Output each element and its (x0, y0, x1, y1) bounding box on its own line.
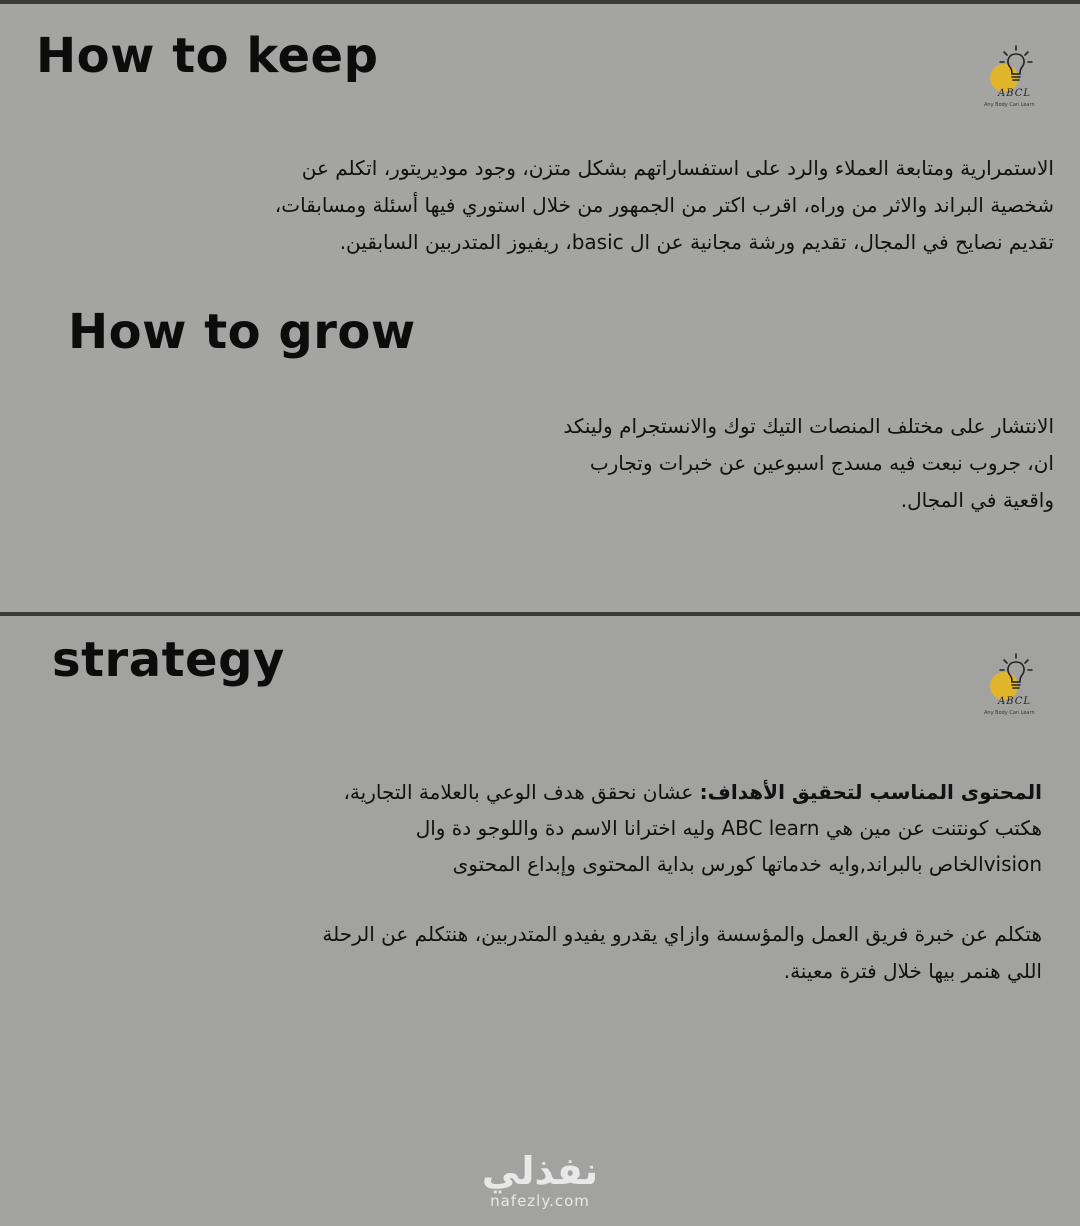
strategy-line-rest: عشان نحقق هدف الوعي بالعلامة التجارية، (343, 780, 700, 804)
logo-subtitle: Any Body Can Learn (984, 102, 1035, 108)
abcl-logo (984, 652, 1054, 724)
slide-strategy (0, 612, 1080, 1226)
logo-title: ABCL (998, 88, 1032, 99)
grow-paragraph (414, 408, 1054, 519)
heading-how-to-grow: How to grow (68, 304, 416, 360)
lightbulb-icon (996, 652, 1036, 694)
keep-line: الاستمرارية ومتابعة العملاء والرد على استفساراتهم بشكل متزن، وجود موديريتور، اتكلم عن (301, 156, 1054, 180)
grow-line: ان، جروب نبعت فيه مسدج اسبوعين عن خبرات وتجارب (589, 451, 1054, 475)
watermark-latin: nafezly.com (490, 1192, 590, 1210)
strategy-line: هكتب كونتنت عن مين هي ABC learn وليه اخترانا الاسم دة واللوجو دة وال (415, 816, 1042, 840)
lightbulb-icon (996, 44, 1036, 86)
team-line: اللي هنمر بيها خلال فترة معينة. (783, 959, 1042, 983)
grow-line: واقعية في المجال. (900, 488, 1054, 512)
strategy-line: visionالخاص بالبراند,وايه خدماتها كورس بداية المحتوى وإبداع المحتوى (452, 852, 1042, 876)
team-paragraph (142, 916, 1042, 990)
logo-title: ABCL (998, 696, 1032, 707)
watermark-arabic: نفذلي (481, 1149, 599, 1193)
strategy-bold-title: المحتوى المناسب لتحقيق الأهداف: (699, 780, 1042, 804)
nafezly-watermark (470, 1150, 610, 1210)
slide-keep-grow (0, 0, 1080, 612)
keep-paragraph (94, 150, 1054, 261)
keep-line: شخصية البراند والاثر من وراه، اقرب اكتر من الجمهور من خلال استوري فيها أسئلة ومسابقات، (274, 193, 1054, 217)
heading-how-to-keep: How to keep (36, 28, 379, 84)
heading-strategy: strategy (52, 632, 285, 688)
strategy-line (162, 774, 1042, 810)
logo-subtitle: Any Body Can Learn (984, 710, 1035, 716)
abcl-logo (984, 44, 1054, 116)
team-line: هتكلم عن خبرة فريق العمل والمؤسسة وازاي يقدرو يفيدو المتدربين، هنتكلم عن الرحلة (322, 922, 1042, 946)
strategy-paragraph (162, 774, 1042, 882)
grow-line: الانتشار على مختلف المنصات التيك توك والانستجرام ولينكد (563, 414, 1054, 438)
keep-line: تقديم نصايح في المجال، تقديم ورشة مجانية عن ال basic، ريفيوز المتدربين السابقين. (339, 230, 1054, 254)
